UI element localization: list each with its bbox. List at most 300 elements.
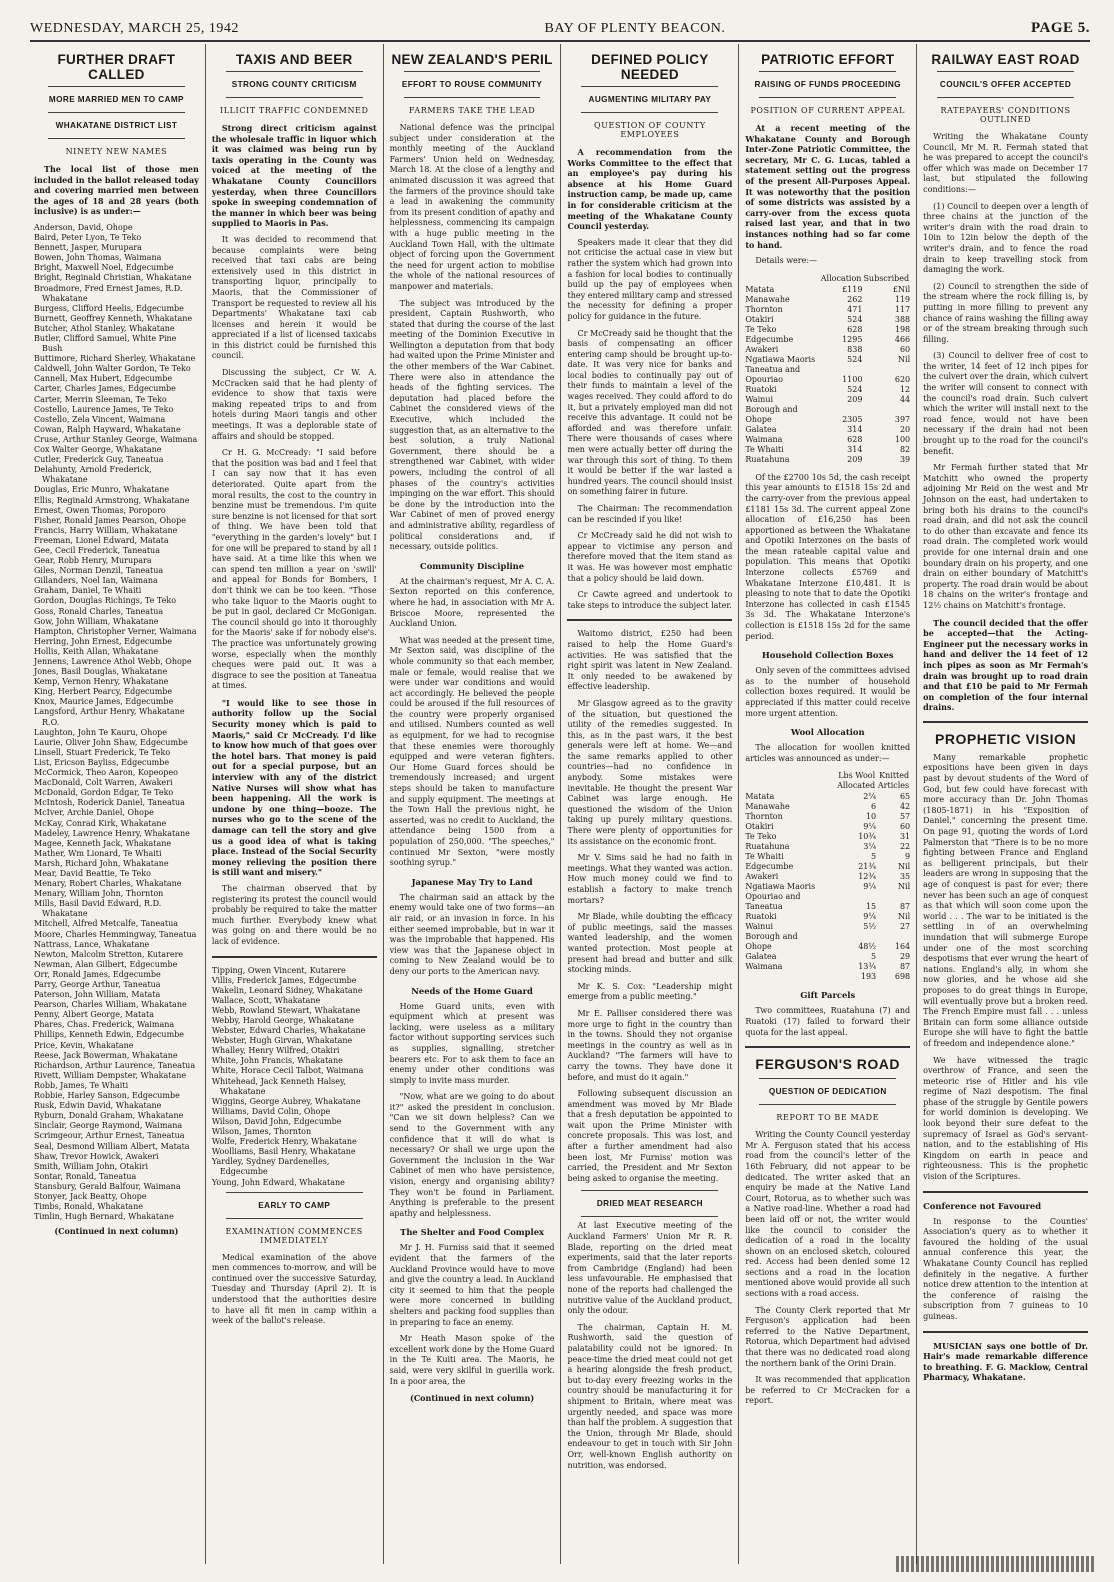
table-cell: 6: [871, 802, 877, 812]
section-headline: FERGUSON'S ROAD: [755, 1056, 901, 1073]
paragraph: Speakers made it clear that they did not criticise the actual case in view but rather the system which had grown into a fashion for local bodies to continually build up the pay of employees when they entered military camp and stressed the necessity for defining a proper policy for guidance in the future.: [567, 237, 733, 321]
list-item: Freeman, Lionel Edward, Matata: [34, 535, 169, 545]
table-cell: Awakeri: [745, 872, 779, 882]
table-cell: 838: [847, 344, 863, 354]
list-item: Wallace, Scott, Whakatane: [211, 995, 321, 1005]
list-item: Mills, Basil David Edward, R.D. Whakatane: [34, 899, 162, 919]
table-cell: 60: [899, 822, 911, 832]
table-row: [745, 922, 910, 932]
list-item: Carter, Charles James, Edgecumbe: [34, 384, 176, 394]
allocation-table: [745, 273, 910, 465]
table-cell: [836, 892, 876, 902]
divider: [759, 71, 896, 72]
list-item: Langsford, Arthur Henry, Whakatane R.O.: [34, 707, 185, 727]
table-row: [745, 932, 910, 942]
table-row: [745, 385, 910, 395]
table-cell: 5: [871, 952, 877, 962]
list-item: Paterson, John William, Matata: [34, 990, 161, 1000]
list-item: Hollis, Keith Allan, Whakatane: [34, 646, 159, 656]
table-cell: 5½: [863, 922, 877, 932]
paragraph: What was needed at the present time, Mr Sexton said, was discipline of the whole community so that each member, male or female, would realise that we were under war conditions and would act accordingly. He believed the people could be aroused if the full resources of the country were properly organised and utilised. Numbers counted as well as equipment, for we had to recognise that these enemies were thoroughly equipped and were veteran fighters. Our Home Guard forces should be tremendously increased; and urgent steps should be taken to manufacture and supply equipment. The meetings at the Town Hall the previous night, he asserted, was no credit to Auckland, the attendance being 1500 from a population of 250,000. "The speeches," continued Mr Sexton, "were mostly soothing syrup.": [389, 635, 555, 868]
table-row: [745, 842, 910, 852]
list-item: Seal, Desmond William Albert, Matata: [34, 1141, 190, 1151]
list-item: Mather, Wm Lionard, Te Whaiti: [34, 848, 162, 858]
divider: [226, 1192, 363, 1193]
list-item: Newman, Alan Gilbert, Edgecumbe: [34, 959, 178, 969]
table-cell: 35: [899, 872, 911, 882]
list-item: Gee, Cecil Frederick, Taneatua: [34, 545, 160, 555]
list-item: Herring, John Ernest, Edgecumbe: [34, 636, 172, 646]
subheading: COUNCIL'S OFFER ACCEPTED: [939, 80, 1072, 89]
table-cell: 21¾: [858, 862, 877, 872]
paragraph: In response to the Counties' Association's query as to whether it favoured the holding of the usual annual conference this year, the Whakatane County Council has replied definitely in the negative. A further notice drew attention to the intention at the conference of raising the subscription from 7 guineas to 10 guineas.: [923, 1216, 1088, 1321]
paragraph: Many remarkable prophetic expositions have been given in days past by devout students of the Word of God, but few could have forecast with more accuracy than Dr. John Thomas (1805-1871) in his "Exposition of Daniel," concerning the present time. On page 91, quoting the words of Lord Palmerston that "There is to be no more fighting between France and England as belligerent principals, but their leaders are wrong in supposing that the age of conquest is past for ever; there never has been such an age of conquest as that which will soon come upon the world . . . The war to be initiated is the settling in of an overwhelming inundation that will submerge Europe under one of the most scorching despotisms that ever wrung the heart of nations. England's ally, in whom she now glories, and he whose aid she proposes to do great things in Europe, will eventually prove but a broken reed. The French Empire must fall . . . unless Britain can form some alliance outside Europe she will have to fight the battle of freedom and independence alone.": [923, 752, 1088, 1048]
table-cell: Taneatua: [745, 902, 783, 912]
divider: [48, 86, 185, 87]
list-item: Wiggins, George Aubrey, Whakatane: [211, 1096, 361, 1106]
section-headline: PROPHETIC VISION: [935, 730, 1077, 747]
divider: [581, 86, 718, 87]
list-item: Caldwell, John Walter Gordon, Te Teko: [34, 364, 191, 374]
headline: PATRIOTIC EFFORT: [761, 52, 895, 67]
list-item: Young, John Edward, Whakatane: [211, 1177, 345, 1187]
list-item: Penny, Albert George, Matata: [34, 1010, 155, 1020]
divider: [404, 97, 541, 98]
list-item: MacDonald, Colt Warren, Awakeri: [34, 778, 173, 788]
table-cell: 9: [905, 852, 911, 862]
table-row: [745, 902, 910, 912]
paragraph: "I would like to see those in authority follow up the Social Security money which is paid to Maoris," said Cr McCready. I'd like to know how much of that goes over the hotel bars. That money is paid out for a special purpose, but an interview with any of the district Native Nurses will show what has been happening. All the work is undone by one thing—booze. The nurses who go to the scene of the damage can tell the story and give us a good idea of what is taking place. Instead of the Social Security money relieving the position there is still want and misery.": [211, 697, 377, 878]
table-row: [745, 425, 910, 435]
list-item: Jones, Basil Douglas, Whakatane: [34, 667, 168, 677]
list-item: Fisher, Ronald James Pearson, Ohope: [34, 515, 186, 525]
table-row: [745, 375, 910, 385]
table-cell: Thornton: [745, 812, 783, 822]
list-item: Anderson, David, Ohope: [34, 222, 133, 232]
list-item: Bright, Maxwell Noel, Edgecumbe: [34, 263, 174, 273]
list-item: McIver, Archie Daniel, Ohope: [34, 808, 154, 818]
table-cell: 466: [894, 334, 911, 344]
subheading: POSITION OF CURRENT APPEAL: [750, 106, 905, 115]
table-cell: 10¾: [858, 832, 877, 842]
table-cell: [820, 365, 863, 375]
list-item: Williams, David Colin, Ohope: [211, 1106, 331, 1116]
table-cell: Wainui: [745, 394, 774, 404]
subheading: REPORT TO BE MADE: [776, 1113, 880, 1123]
table-cell: 698: [894, 972, 911, 982]
headline: FURTHER DRAFT CALLED: [57, 52, 176, 82]
table-row: [745, 345, 910, 355]
list-item: McIntosh, Roderick Daniel, Taneatua: [34, 798, 185, 808]
table-cell: 262: [847, 294, 863, 304]
divider: [937, 97, 1074, 98]
subheading: MORE MARRIED MEN TO CAMP: [48, 95, 184, 104]
table-row: [745, 882, 910, 892]
table-cell: Borough and: [745, 404, 798, 414]
table-row: [745, 952, 910, 962]
subheading: QUESTION OF COUNTY EMPLOYEES: [594, 121, 706, 139]
table-cell: Wainui: [745, 922, 774, 932]
list-item: Villis, Frederick James, Edgecumbe: [211, 975, 357, 985]
continued-note: (Continued in next column): [410, 1393, 535, 1404]
page-number: PAGE 5.: [1030, 20, 1090, 36]
headline: RAILWAY EAST ROAD: [931, 52, 1080, 67]
list-item: Gear, Robb Henry, Murupara: [34, 556, 152, 566]
list-item: Cruse, Arthur Stanley George, Waimana: [34, 434, 198, 444]
table-cell: Ngatiawa Maoris: [745, 882, 816, 892]
table-cell: 57: [899, 812, 911, 822]
table-cell: Thornton: [745, 304, 783, 314]
paragraph: Writing the Whakatane County Council, Mr M. R. Fermah stated that he was prepared to accept the council's offer which was made on December 17 last, but stipulated the following conditions:—: [923, 132, 1088, 194]
table-row: [745, 285, 910, 295]
list-item: Ryburn, Donald Graham, Whakatane: [34, 1111, 184, 1121]
wool-table: [745, 770, 910, 982]
subheading: RATEPAYERS' CONDITIONS OUTLINED: [940, 106, 1071, 124]
headline: TAXIS AND BEER: [235, 52, 353, 67]
list-item: Wolfe, Frederick Henry, Whakatane: [211, 1137, 357, 1147]
column-header: Subscribed: [863, 273, 910, 283]
list-item: Stansbury, Gerald Balfour, Waimana: [34, 1181, 181, 1191]
table-cell: Waimana: [745, 962, 783, 972]
column-header: Allocation: [820, 273, 862, 283]
column-header: Lbs Wool Allocated: [837, 771, 876, 791]
divider: [923, 1191, 1088, 1193]
paragraph: Mr J. H. Furniss said that it seemed evident that the farmers of the Auckland Province would have to move and give the country a lead. In Auckland city it seemed to him that the people were more concerned in building shelters and packing food supplies than in preparing to face an enemy.: [389, 1243, 555, 1327]
list-item: Madeley, Lawrence Henry, Whakatane: [34, 828, 190, 838]
paragraph: At the chairman's request, Mr A. C. A. Sexton reported on this conference, where he had, in association with Mr A. Briscoe Moore, represented the Auckland Union.: [389, 576, 555, 629]
table-row: [745, 852, 910, 862]
table-cell: 3¼: [863, 842, 877, 852]
table-cell: Nil: [898, 912, 911, 922]
table-cell: 15: [865, 902, 877, 912]
table-cell: [820, 405, 863, 415]
list-item: Bennett, Jasper, Murupara: [34, 243, 142, 253]
section-heading: EARLY TO CAMP: [258, 1200, 331, 1210]
list-item: Webster, Edward Charles, Whakatane: [211, 1026, 366, 1036]
list-item: Kemp, Vernon Henry, Whakatane: [34, 677, 169, 687]
paragraph: Mr Blade, while doubting the efficacy of public meetings, said the masses wanted leadership, and the women wanted protection. Most people at present had bread and butter and silk stocking minds.: [567, 912, 733, 975]
list-item: Stonyer, Jack Beatty, Ohope: [34, 1191, 147, 1201]
table-cell: 31: [899, 832, 911, 842]
list-item: Menary, Robert Charles, Whakatane: [34, 879, 182, 889]
table-cell: £119: [842, 284, 863, 294]
list-item: Rivett, William Dempster, Whakatane: [34, 1070, 187, 1080]
list-item: Costello, Laurence James, Te Teko: [34, 404, 174, 414]
table-row: [745, 435, 910, 445]
table-cell: Otakiri: [745, 314, 774, 324]
list-item: Mear, David Beattie, Te Teko: [34, 868, 151, 878]
paragraph: The chairman said an attack by the enemy would take one of two forms—an air raid, or an invasion in force. In his either seemed improbable, but in war it was the improbable that happened. His view was that the Japanese object in coming to New Zealand would be to deny our ports to the American navy.: [389, 892, 555, 976]
list-item: Laurie, Oliver John Shaw, Edgecumbe: [34, 737, 188, 747]
list-item: White, John Francis, Whakatane: [211, 1056, 343, 1066]
column-4: [561, 44, 739, 1564]
paragraph: Writing the County Council yesterday Mr A. Ferguson stated that his access road from the council's letter of the 16th February, did not appear to be dedicated. The writer asked that an enquiry be made at the Native Land Court, Rotorua, as to whether such was a Native road-line. Whether a road had been laid off or not, the writer would like the council to consider the dedication of a road in the locality shown on an enclosed sketch, coloured red. Access had been denied some 12 sections and a road in the location mentioned above would provide all such sections with a road access.: [745, 1130, 911, 1299]
table-cell: Te Whaiti: [745, 444, 784, 454]
column-5: [739, 44, 917, 1564]
table-row: [745, 802, 910, 812]
table-cell: 628: [847, 324, 863, 334]
paragraph: Cr H. G. McCready: "I said before that the position was bad and I feel that I can say now that it has even deteriorated. Quite apart from the moral results, the cost to the country in benzine must be tremendous. I'm quite sure benzine is not licensed for that sort of thing. We have been told that "everything in the garden's lovely" but I for one will be prepared to stand by all I have said. At a time like this when we can spend ten million a year on 'swill' and appeal for Bonds for Bombers, I don't think we can be too keen. "Those who take liquor to the Maoris ought to be put in gaol, declared Cr McGonigan. The council should go into it thoroughly for the Maoris' sake if for nobody else's. The practice was unfortunately growing worse, especially when the monthly cheques were paid out. It was a disgrace to see the position at Taneatua at times.: [211, 448, 377, 691]
table-cell: 117: [894, 304, 911, 314]
table-cell: 388: [894, 314, 911, 324]
list-item: Carter, Merrin Sleeman, Te Teko: [34, 394, 167, 404]
divider: [212, 956, 377, 958]
list-item: Costello, Zela Vincent, Waimana: [34, 414, 166, 424]
list-item: Shaw, Trevor Howick, Awakeri: [34, 1151, 159, 1161]
section-heading: Household Collection Boxes: [761, 650, 894, 661]
table-cell: 524: [847, 384, 863, 394]
table-cell: 620: [894, 374, 911, 384]
table-row: [745, 405, 910, 415]
list-item: Robbie, Harley Sanson, Edgecumbe: [34, 1091, 180, 1101]
section-heading: Conference not Favoured: [923, 1200, 1042, 1211]
table-cell: Ruatoki: [745, 912, 777, 922]
paragraph: The allocation for woollen knitted articles was announced as under:—: [745, 743, 911, 763]
intro-paragraph: The local list of those men included in the ballot released today and covering married men between the ages of 18 and 28 years (both inclusive) is as under:—: [34, 164, 199, 217]
list-item: McCormick, Theo Aaron, Kopeopeo: [34, 768, 178, 778]
names-list: [212, 966, 377, 1188]
divider: [567, 619, 732, 621]
table-cell: [836, 932, 876, 942]
list-item: Moore, Charles Hemmingway, Taneatua: [34, 929, 197, 939]
list-item: Smith, William John, Otakiri: [34, 1161, 149, 1171]
list-item: Rusk, Edwin David, Whakatane: [34, 1101, 162, 1111]
table-cell: 100: [894, 434, 911, 444]
subheading: RAISING OF FUNDS PROCEEDING: [754, 80, 901, 89]
paragraph: The subject was introduced by the president, Captain Rushworth, who stated that during the course of the last meeting of the Dominion Executive in Wellington a deputation from that body had waited upon the Prime Minister and the other members of the War Cabinet. There were also in attendance the heads of the fighting services. The deputation had placed before the Cabinet the considered views of the Executive, which included the suggestion that, as an alternative to the best solution, a truly National Government, there should be a strengthened war Cabinet, with wider powers, including the control of all phases of the country's activities impinging on the war effort. This should be done by the introduction into the War Cabinet of men of proved energy and administrative ability, regardless of political considerations and, if necessary, outside politics.: [389, 298, 555, 552]
list-item: Baird, Peter Lyon, Te Teko: [34, 233, 142, 243]
table-row: [745, 812, 910, 822]
list-item: Burgess, Clifford Heelis, Edgecumbe: [34, 303, 184, 313]
table-row: [745, 962, 910, 972]
list-item: Sontar, Ronald, Taneatua: [34, 1171, 137, 1181]
table-cell: Te Teko: [745, 324, 777, 334]
table-cell: Edgecumbe: [745, 334, 794, 344]
table-cell: 12¾: [858, 872, 877, 882]
list-item: Sinclair, George Raymond, Waimana: [34, 1121, 183, 1131]
table-row: [745, 972, 910, 982]
paragraph: Mr Fermah further stated that Mr Matchitt who owned the property adjoining Mr Reid on the west and Mr Johnson on the east, had undertaken to bring both his drains to the council's road drain, and did not ask the council to do other than excavate and fence its road drain. The completed work would provide for one internal drain and one boundary drain on his property, and one drain on either boundary of Matchitt's property. The road drain would be about 18 chains on the writer's frontage and 12½ chains on Matchitt's frontage.: [923, 463, 1088, 610]
table-cell: 9¼: [863, 882, 877, 892]
table-cell: 314: [847, 424, 863, 434]
table-cell: 20: [899, 424, 911, 434]
divider: [48, 112, 185, 113]
paragraph: Mr Glasgow agreed as to the gravity of the situation, but questioned the utility of the remedies suggested. In this, as in the past wars, it the best generals were left at home. We—and the same remarks applied to other countries—had no confidence in anybody. Some mistakes were inevitable. He thought the present War Cabinet was large enough. He questioned the wisdom of the Union taking up purely military questions. There were plenty of opportunities for its assistance on the economic front.: [567, 698, 733, 846]
list-item: Knox, Maurice James, Edgecumbe: [34, 697, 174, 707]
subheading: NINETY NEW NAMES: [65, 147, 168, 156]
list-item: Mitchell, Alfred Metcalfe, Taneatua: [34, 919, 179, 929]
paragraph: Home Guard units, even with equipment which at present was lacking, were useless as a military factor without supporting services such as supplies, signalling, stretcher bearers etc. For to ask them to face an enemy under other conditions was simply to invite mass murder.: [389, 1001, 555, 1085]
list-item: Webster, Hugh Girvan, Whakatane: [211, 1036, 353, 1046]
table-cell: £Nil: [892, 284, 911, 294]
paragraph: National defence was the principal subject under consideration at the monthly meeting of the Auckland Farmers' Union held on Wednesday, March 18. At the close of a lengthy and animated discussion it was agreed that the farmers of the province should take a lead in awakening the community from its present condition of apathy and helplessness, commencing its campaign with a huge public meeting in the Auckland Town Hall, with the ultimate object of forcing upon the Government the need for urgent action to mobilise the whole of the national resources of manpower and materials.: [389, 123, 555, 291]
table-cell: Ruatahuna: [745, 842, 790, 852]
table-cell: 13¾: [858, 962, 877, 972]
list-item: Phares, Chas. Frederick, Waimana: [34, 1020, 175, 1030]
table-cell: 12: [899, 384, 911, 394]
lead-paragraph: A recommendation from the Works Committee to the effect that an employee's pay during his absence at his Home Guard instruction camp, be made up, came in for considerable criticism at the meeting of the Whakatane County Council yesterday.: [567, 147, 733, 232]
subheading: EFFORT TO ROUSE COMMUNITY: [401, 80, 543, 89]
table-cell: [745, 972, 836, 982]
list-item: Reese, Jack Bowerman, Whakatane: [34, 1050, 178, 1060]
table-cell: Nil: [898, 354, 911, 364]
divider: [923, 721, 1088, 723]
paragraph: Details were:—: [755, 256, 818, 266]
section-heading: Wool Allocation: [790, 727, 865, 738]
list-item: Francis, Harry William, Whakatane: [34, 525, 178, 535]
table-cell: 22: [899, 842, 911, 852]
table-row: [745, 415, 910, 425]
list-item: Cannell, Max Hubert, Edgecumbe: [34, 374, 173, 384]
paragraph: We have witnessed the tragic overthrow of France, and seen the meteoric rise of Hitler and his vile regime of Nazi despotism. The final phase of the struggle by Gentile powers for world dominion is developing. We look beyond their sure defeat to the supremacy of Israel as God's servant-nation, and to the establishing of His Kingdom on earth in peace and righteousness. This is the prophetic vision of the Scriptures.: [923, 1055, 1088, 1182]
list-item: Phillips, Kenneth Edwin, Edgecumbe: [34, 1030, 185, 1040]
list-item: Gillanders, Noel Ian, Waimana: [34, 576, 158, 586]
list-item: Parry, George Arthur, Taneatua: [34, 980, 161, 989]
table-row: [745, 832, 910, 842]
list-item: Burnett, Geoffrey Kenneth, Whakatane: [34, 313, 193, 323]
paragraph: The chairman, Captain H. M. Rushworth, said the question of palatability could not be ignored. In peace-time the dried meat could not get a hearing alongside the fresh product, but to-day every freezing works in the country should be manufacturing it for shipment to Britain, where meat was urgently needed, and space was more than half the problem. A suggestion that the Union, through Mr Blade, should endeavour to get in touch with Sir John Orr, well-known English authority on nutrition, was endorsed.: [567, 1322, 733, 1470]
table-cell: [876, 932, 910, 942]
table-cell: 27: [899, 922, 911, 932]
table-cell: 39: [899, 454, 911, 464]
lead-paragraph: Strong direct criticism against the wholesale traffic in liquor which it was claimed was being run by taxis operating in the County was voiced at the meeting of the Whakatane County Councillors yesterday, when three Councillors spoke in sweeping condemnation of the manner in which beer was being supplied to Maoris in Pas.: [211, 123, 377, 229]
list-item: Buttimore, Richard Sherley, Whakatane: [34, 354, 196, 364]
table-cell: 1295: [842, 334, 863, 344]
paragraph: The Chairman: The recommendation can be rescinded if you like!: [567, 504, 733, 524]
table-header: [745, 273, 910, 285]
list-item: List, Ericson Bayliss, Edgecumbe: [34, 757, 170, 767]
section-heading: Needs of the Home Guard: [411, 985, 533, 996]
table-cell: 29: [899, 952, 911, 962]
headline: NEW ZEALAND'S PERIL: [391, 52, 553, 67]
table-row: [745, 912, 910, 922]
subheading: ILLICIT TRAFFIC CONDEMNED: [219, 106, 369, 115]
table-cell: 164: [894, 942, 911, 952]
table-cell: 628: [847, 434, 863, 444]
paragraph: Discussing the subject, Cr W. A. McCracken said that he had plenty of evidence to show that taxis were making repeated trips to and from hotels during Maori tangis and other meetings. It was a deplorable state of affairs and should be stopped.: [211, 368, 377, 441]
table-cell: Te Whaiti: [745, 852, 784, 862]
table-row: [745, 822, 910, 832]
table-header: [745, 770, 910, 792]
masthead: [30, 14, 1090, 42]
paragraph: The council decided that the offer be accepted—that the Acting-Engineer put the necessary works in hand and deliver the 14 feet of 12 inch pipes as soon as Mr Fermah's drain was brought up to road drain and that £10 be paid to Mr Fermah on completion of the four internal drains.: [923, 617, 1088, 713]
table-cell: 9¼: [863, 912, 877, 922]
list-item: Gow, John William, Whakatane: [34, 616, 159, 626]
table-cell: Galatea: [745, 952, 777, 962]
table-cell: Ruatahuna: [745, 454, 790, 464]
section-heading: The Shelter and Food Complex: [400, 1227, 545, 1238]
list-item: Pearson, Charles William, Whakatane: [34, 1000, 187, 1010]
list-item: McKay, Conrad Kirk, Whakatane: [34, 818, 167, 828]
divider: [581, 112, 718, 113]
scan-edge: [896, 1556, 1096, 1572]
lead-paragraph: At a recent meeting of the Whakatane County and Borough Inter-Zone Patriotic Committee, the secretary, Mr C. G. Lucas, tabled a statement setting out the progress of the present All-Purposes Appeal. It was noteworthy that the position of some districts was assisted by a carry-over from the excess quota raised last year, and that in two instances nothing had so far come to hand.: [745, 123, 911, 250]
table-cell: 44: [899, 394, 911, 404]
list-item: Bowen, John Thomas, Waimana: [34, 253, 162, 263]
table-cell: Manawahe: [745, 802, 790, 812]
table-row: [745, 295, 910, 305]
list-item: Robb, James, Te Whaiti: [34, 1080, 129, 1090]
list-item: Bright, Reginald Christian, Whakatane: [34, 273, 192, 283]
column-3: [384, 44, 562, 1564]
list-item: King, Herbert Pearcy, Edgecumbe: [34, 687, 173, 697]
paper-name: BAY OF PLENTY BEACON.: [544, 21, 726, 36]
list-item: Menary, William John, Thornton: [34, 889, 164, 899]
paragraph: Mr E. Palliser considered there was more urge to fight in the country than in the towns. Should they not organise meetings in the country as well as in Auckland? "The farmers will have to carry the towns. They have done it before, and must do it again.": [567, 1008, 733, 1082]
column-1: [28, 44, 206, 1564]
table-cell: Matata: [745, 284, 775, 294]
section-heading: Gift Parcels: [800, 990, 856, 1001]
list-item: Yardley, Sydney Dardenelles, Edgecumbe: [211, 1157, 330, 1177]
list-item: Butcher, Athol Stanley, Whakatane: [34, 323, 175, 333]
list-item: Delahunty, Arnold Frederick, Whakatane: [34, 465, 152, 485]
list-item: Laughton, John Te Kauru, Ohope: [34, 727, 167, 737]
paragraph: Mr V. Sims said he had no faith in meetings. What they wanted was action. How much money could we find to establish a factory to make trench mortars?: [567, 853, 733, 905]
table-cell: Matata: [745, 792, 775, 802]
table-cell: 198: [894, 324, 911, 334]
table-cell: Edgecumbe: [745, 862, 794, 872]
divider: [745, 1046, 910, 1048]
subheading: STRONG COUNTY CRITICISM: [231, 80, 357, 89]
divider: [226, 71, 363, 72]
table-row: [745, 305, 910, 315]
table-cell: 524: [847, 314, 863, 324]
table-cell: 65: [899, 792, 911, 802]
table-cell: Ruatoki: [745, 384, 777, 394]
columns: [28, 44, 1094, 1564]
table-row: [745, 892, 910, 902]
table-cell: [862, 405, 910, 415]
list-item: McDonald, Gordon Edgar, Te Teko: [34, 788, 174, 798]
list-item: Webb, Rowland Stewart, Whakatane: [211, 1005, 361, 1015]
table-row: [745, 862, 910, 872]
table-cell: 87: [899, 902, 911, 912]
paragraph: Of the £2700 10s 5d, the cash receipt this year amounts to £1518 15s 2d and the carry-over from the previous appeal £1181 15s 3d. The current appeal Zone allocation of £16,250 has been apportioned as between the Whakatane and Opotiki Interzones on the basis of the mean rateable capital value and population. This means that Opotiki Interzone collects £5769 and Whakatane Interzone £10,481. It is pleasing to note that to date the Opotiki Interzone has collected in cash £1545 3s 3d. The Whakatane Interzone's collection is £1518 15s 2d for the same period.: [745, 472, 911, 641]
table-cell: [876, 892, 910, 902]
table-cell: Ohope: [745, 414, 772, 424]
list-item: Newton, Malcolm Stretton, Kutarere: [34, 949, 184, 959]
table-cell: Opouriao: [745, 374, 783, 384]
table-cell: Waimana: [745, 434, 783, 444]
table-cell: 2¼: [863, 792, 877, 802]
divider: [581, 1216, 718, 1217]
column-header: Knitted Articles: [877, 771, 910, 791]
subheading: WHAKATANE DISTRICT LIST: [55, 121, 178, 130]
list-item: Whalley, Henry Wilfred, Otakiri: [211, 1046, 340, 1056]
paragraph: The chairman observed that by registering its protest the council would probably be required to take the matter much further. Everybody knew what was going on and there would be no lack of evidence.: [211, 883, 377, 946]
issue-date: WEDNESDAY, MARCH 25, 1942: [30, 21, 239, 36]
column-2: [206, 44, 384, 1564]
list-item: Richardson, Arthur Laurence, Taneatua: [34, 1060, 196, 1070]
table-row: [745, 942, 910, 952]
table-cell: [862, 365, 910, 375]
section-heading: Community Discipline: [420, 560, 525, 571]
paragraph: Two committees, Ruatahuna (7) and Ruatoki (17) failed to forward their quota for the last appeal.: [745, 1006, 911, 1037]
section-heading: DRIED MEAT RESEARCH: [596, 1199, 703, 1209]
table-row: [745, 872, 910, 882]
table-cell: 5: [871, 852, 877, 862]
list-item: Ellis, Reginald Armstrong, Whakatane: [34, 495, 190, 505]
list-item: Whitehead, Jack Kenneth Halsey, Whakatane: [211, 1076, 347, 1096]
list-item: Butler, Clifford Samuel, White Pine Bush: [34, 334, 177, 354]
divider: [48, 138, 185, 139]
table-cell: Awakeri: [745, 344, 779, 354]
paragraph: Mr Heath Mason spoke of the excellent work done by the Home Guard in the Te Kuiti area. The Maoris, he said, were very skilful in guerilla work. In a poor area, the: [389, 1334, 555, 1386]
list-item: Jennens, Lawrence Athol Webb, Ohope: [34, 657, 192, 666]
table-cell: 9¼: [863, 822, 877, 832]
table-row: [745, 325, 910, 335]
paragraph: Mr K. S. Cox: "Leadership might emerge from a public meeting.": [567, 981, 733, 1002]
